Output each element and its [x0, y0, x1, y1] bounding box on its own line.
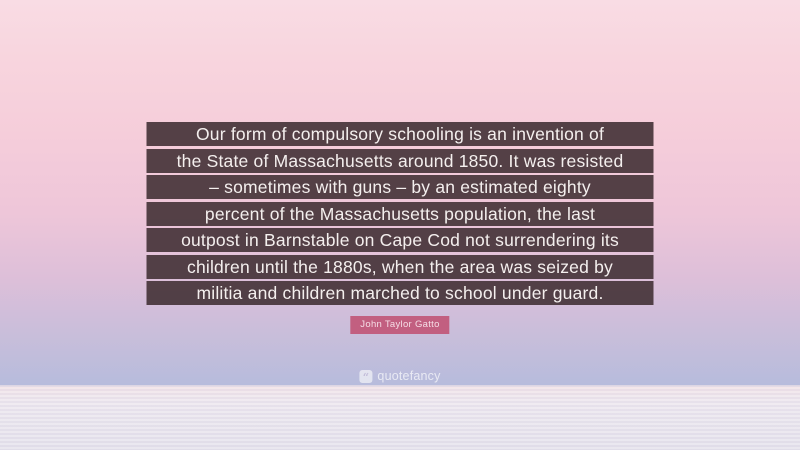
quote-line: the State of Massachusetts around 1850. It was resisted — [147, 149, 654, 173]
quote-line: Our form of compulsory schooling is an invention of — [147, 122, 654, 146]
quote-line: percent of the Massachusetts population, the last — [147, 202, 654, 226]
sea-background — [0, 387, 800, 450]
watermark-brand-text: quotefancy — [377, 369, 441, 383]
quote-block — [147, 122, 654, 305]
quote-line: children until the 1880s, when the area was seized by — [147, 255, 654, 279]
quote-line: outpost in Barnstable on Cape Cod not surrendering its — [147, 228, 654, 252]
horizon-line — [0, 385, 800, 388]
watermark — [359, 369, 440, 383]
author-attribution-badge: John Taylor Gatto — [350, 316, 449, 334]
quote-icon: “ — [359, 370, 372, 383]
quote-line: militia and children marched to school under guard. — [147, 281, 654, 305]
quote-line: – sometimes with guns – by an estimated eighty — [147, 175, 654, 199]
